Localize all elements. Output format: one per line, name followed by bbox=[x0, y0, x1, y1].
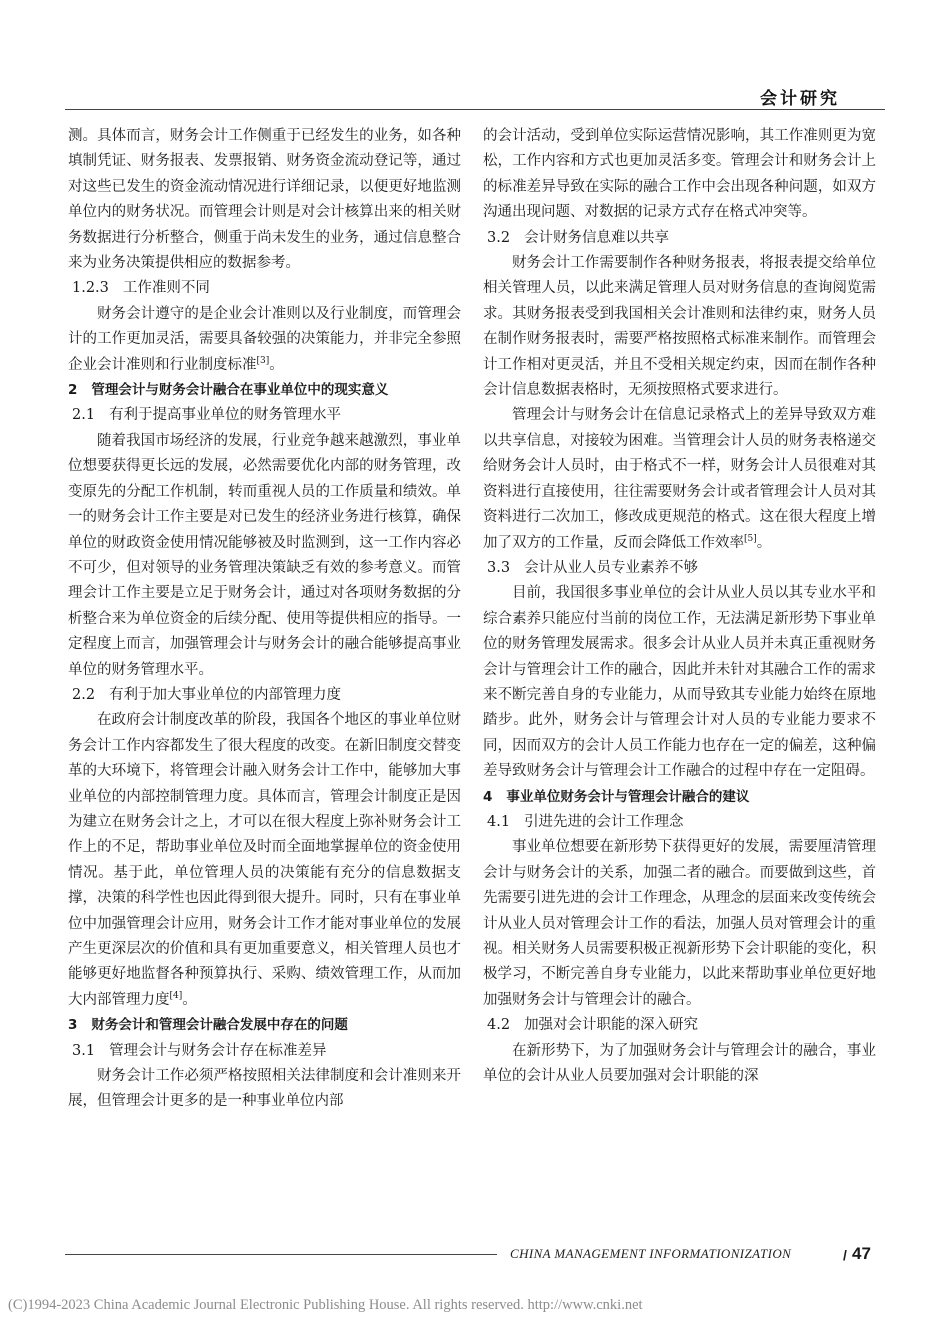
heading-title: 事业单位财务会计与管理会计融合的建议 bbox=[506, 788, 750, 805]
footer-journal-name: CHINA MANAGEMENT INFORMATIONIZATION bbox=[510, 1246, 792, 1261]
citation: [5] bbox=[744, 533, 757, 544]
paragraph bbox=[483, 251, 876, 403]
heading-title: 工作准则不同 bbox=[122, 280, 210, 297]
paragraph bbox=[483, 1039, 876, 1090]
heading-number: 2.1 bbox=[72, 407, 96, 424]
paragraph bbox=[68, 429, 461, 683]
footer-separator: / bbox=[843, 1247, 847, 1263]
paragraph bbox=[483, 581, 876, 784]
citation: [4] bbox=[169, 990, 183, 1001]
paragraph bbox=[483, 124, 876, 226]
subsection-heading bbox=[68, 276, 461, 301]
paragraph bbox=[483, 835, 876, 1013]
paragraph-text: 管理会计与财务会计在信息记录格式上的差异导致双方难以共享信息，对接较为困难。当管理会计人员的财务表格递交给财务会计人员时，由于格式不一样，财务会计人员很难对其资料进行直接使用，往往需要财务会计或者管理会计人员对其资料进行二次加工，修改成更规范的格式。这在很大程度上增加了双方的工作量，反而会降低工作效率 bbox=[483, 407, 876, 551]
paragraph-text: 目前，我国很多事业单位的会计从业人员以其专业水平和综合素养只能应付当前的岗位工作，无法满足新形势下事业单位的财务管理发展需求。很多会计从业人员并未真正重视财务会计与管理会计工作的融合，因此并未针对其融合工作的需求来不断完善自身的专业能力，从而导致其专业能力始终在原地踏步。此外，财务会计与管理会计对人员的专业能力要求不同，因而双方的会计人员工作能力也存在一定的偏差，这种偏差导致财务会计与管理会计工作融合的过程中存在一定阻碍。 bbox=[483, 585, 876, 780]
paragraph-text: 财务会计遵守的是企业会计准则以及行业制度，而管理会计的工作更加灵活，需要具备较强的决策能力，并非完全参照企业会计准则和行业制度标准 bbox=[68, 305, 461, 373]
heading-title: 会计财务信息难以共享 bbox=[524, 229, 670, 246]
heading-number: 3.3 bbox=[487, 559, 511, 576]
section-heading bbox=[483, 785, 876, 810]
paragraph-text: 在政府会计制度改革的阶段，我国各个地区的事业单位财务会计工作内容都发生了很大程度的改变。在新旧制度交替变革的大环境下，将管理会计融入财务会计工作中，能够加大事业单位的内部控制管理力度。具体而言，管理会计制度正是因为建立在财务会计之上，才可以在很大程度上弥补财务会计工作上的不足，帮助事业单位及时而全面地掌握单位的资金使用情况。基于此，单位管理人员的决策能有充分的信息数据支撑，决策的科学性也因此得到很大提升。同时，只有在事业单位中加强管理会计应用，财务会计工作才能对事业单位的发展产生更深层次的价值和具有更加重要意义，相关管理人员也才能够更好地监督各种预算执行、采购、绩效管理工作，从而加大内部管理力度 bbox=[68, 712, 461, 1008]
paragraph-text: 测。具体而言，财务会计工作侧重于已经发生的业务，如各种填制凭证、财务报表、发票报销、财务资金流动登记等，通过对这些已发生的资金流动情况进行详细记录，以便更好地监测单位内的财务状况。而管理会计则是对会计核算出来的相关财务数据进行分析整合，侧重于尚未发生的业务，通过信息整合来为业务决策提供相应的数据参考。 bbox=[68, 128, 461, 272]
subsection-heading bbox=[68, 403, 461, 428]
subsection-heading bbox=[483, 226, 876, 251]
paragraph-text: 随着我国市场经济的发展，行业竞争越来越激烈，事业单位想要获得更长远的发展，必然需要优化内部的财务管理，改变原先的分配工作机制，转而重视人员的工作质量和绩效。单一的财务会计工作主要是对已发生的经济业务进行核算，确保单位的财政资金使用情况能够被及时监测到，这一工作内容必不可少，但对领导的业务管理决策缺乏有效的参考意义。而管理会计工作主要是立足于财务会计，通过对各项财务数据的分析整合来为单位资金的后续分配、使用等提供相应的指导。一定程度上而言，加强管理会计与财务会计的融合能够提高事业单位的财务管理水平。 bbox=[68, 432, 461, 678]
paragraph-text: 财务会计工作需要制作各种财务报表，将报表提交给单位相关管理人员，以此来满足管理人员对财务信息的查询阅览需求。其财务报表受到我国相关会计准则和法律约束，财务人员在制作财务报表时，需要严格按照格式标准来制作。而管理会计工作相对更灵活，并且不受相关规定约束，因而在制作各种会计信息数据表格时，无须按照格式要求进行。 bbox=[483, 255, 876, 399]
paragraph-text: 的会计活动，受到单位实际运营情况影响，其工作准则更为宽松，工作内容和方式也更加灵活多变。管理会计和财务会计上的标准差异导致在实际的融合工作中会出现各种问题，如双方沟通出现问题、对数据的记录方式存在格式冲突等。 bbox=[483, 128, 876, 221]
heading-title: 加强对会计职能的深入研究 bbox=[524, 1017, 699, 1034]
paragraph-end: 。 bbox=[269, 356, 284, 373]
subsection-heading bbox=[483, 1013, 876, 1038]
heading-number: 4.1 bbox=[487, 813, 511, 830]
paragraph-end: 。 bbox=[756, 534, 772, 551]
subsection-heading bbox=[483, 810, 876, 835]
heading-title: 管理会计与财务会计融合在事业单位中的现实意义 bbox=[91, 382, 389, 399]
paragraph bbox=[68, 708, 461, 1013]
paragraph-text: 财务会计工作必须严格按照相关法律制度和会计准则来开展，但管理会计更多的是一种事业单位内部 bbox=[68, 1068, 461, 1110]
heading-number: 3.1 bbox=[72, 1042, 96, 1059]
heading-number: 4.2 bbox=[487, 1017, 511, 1034]
heading-number: 3 bbox=[68, 1017, 78, 1034]
heading-title: 财务会计和管理会计融合发展中存在的问题 bbox=[91, 1017, 348, 1034]
page-number: 47 bbox=[852, 1244, 871, 1263]
paragraph-text: 在新形势下，为了加强财务会计与管理会计的融合，事业单位的会计从业人员要加强对会计职能的深 bbox=[483, 1042, 876, 1085]
paragraph bbox=[68, 302, 461, 378]
paragraph bbox=[68, 1064, 461, 1115]
section-title: 会计研究 bbox=[760, 89, 840, 109]
section-heading bbox=[68, 378, 461, 403]
subsection-heading bbox=[68, 683, 461, 708]
heading-number: 2 bbox=[68, 382, 78, 399]
citation: [3] bbox=[256, 355, 270, 366]
website-link[interactable]: http://www.cnki.net bbox=[527, 1297, 643, 1313]
header-rule bbox=[65, 109, 885, 110]
heading-title: 引进先进的会计工作理念 bbox=[524, 813, 684, 830]
paragraph-text: 事业单位想要在新形势下获得更好的发展，需要厘清管理会计与财务会计的关系，加强二者的融合。而要做到这些，首先需要引进先进的会计工作理念，从理念的层面来改变传统会计从业人员对管理会计工作的看法，加强人员对管理会计的重视。相关财务人员需要积极正视新形势下会计职能的变化，积极学习，不断完善自身专业能力，以此来帮助事业单位更好地加强财务会计与管理会计的融合。 bbox=[483, 839, 876, 1008]
copyright-line bbox=[8, 1297, 643, 1314]
paragraph bbox=[483, 403, 876, 555]
subsection-heading bbox=[483, 556, 876, 581]
footer-rule bbox=[65, 1254, 497, 1255]
heading-number: 2.2 bbox=[72, 686, 96, 703]
subsection-heading bbox=[68, 1039, 461, 1064]
heading-number: 4 bbox=[483, 788, 493, 805]
heading-title: 有利于提高事业单位的财务管理水平 bbox=[109, 407, 342, 424]
paragraph-end: 。 bbox=[182, 991, 197, 1008]
paragraph bbox=[68, 124, 461, 276]
heading-title: 管理会计与财务会计存在标准差异 bbox=[109, 1042, 327, 1059]
left-column bbox=[68, 124, 461, 1115]
heading-number: 3.2 bbox=[487, 229, 511, 246]
heading-title: 会计从业人员专业素养不够 bbox=[524, 559, 699, 576]
copyright-text: (C)1994-2023 China Academic Journal Electronic Publishing House. All rights reserved. bbox=[8, 1297, 524, 1313]
heading-number: 1.2.3 bbox=[72, 280, 109, 297]
heading-title: 有利于加大事业单位的内部管理力度 bbox=[109, 686, 342, 703]
section-heading bbox=[68, 1013, 461, 1038]
right-column bbox=[483, 124, 876, 1089]
